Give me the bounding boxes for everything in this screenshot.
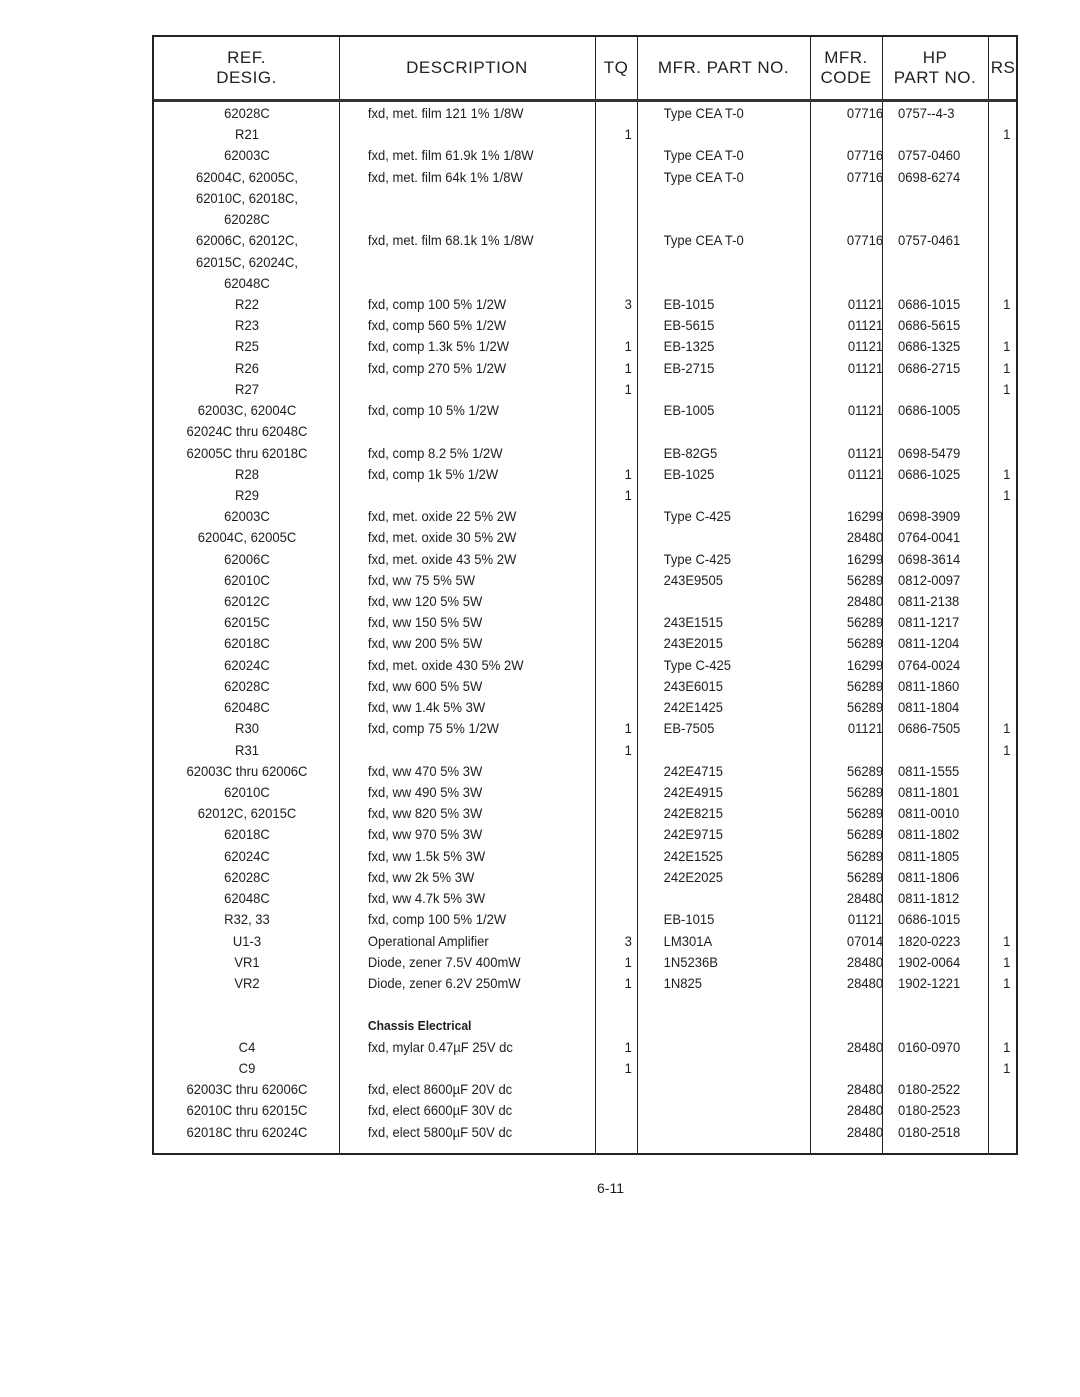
cell-ref-desig: R22: [235, 295, 259, 312]
cell-mfr-code: 28480: [846, 890, 884, 907]
cell-tq: 1: [624, 1059, 632, 1076]
table-row: [154, 803, 1016, 824]
table-row: [154, 1079, 1016, 1100]
cell-mfr-code: 56289: [846, 614, 884, 631]
cell-ref-desig: 62010C, 62018C,: [195, 189, 299, 206]
cell-ref-desig: 62018C thru 62024C: [186, 1123, 308, 1140]
cell-description: fxd, met. film 64k 1% 1/8W: [367, 168, 523, 185]
cell-hp-part-no: 0757--4-3: [898, 105, 955, 121]
cell-ref-desig: 62028C: [224, 211, 270, 228]
header-text: DESCRIPTION: [406, 58, 528, 77]
cell-ref-desig: 62004C, 62005C: [197, 529, 297, 546]
cell-mfr-code: 28480: [846, 1123, 884, 1140]
cell-ref-desig: 62003C thru 62006C: [186, 1081, 308, 1098]
cell-ref-desig: VR1: [234, 953, 260, 970]
cell-mfr-part-no: 1N5236B: [663, 953, 718, 970]
table-row: [154, 400, 1016, 421]
cell-mfr-code: 56289: [846, 826, 884, 843]
header-text: HP: [922, 48, 948, 67]
cell-mfr-code: 01121: [847, 720, 884, 737]
cell-ref-desig: 62010C: [224, 784, 270, 800]
table-row: [154, 909, 1016, 930]
table-row: [154, 1100, 1016, 1121]
table-row: [154, 549, 1016, 570]
cell-description: fxd, met. film 68.1k 1% 1/8W: [367, 232, 534, 249]
cell-ref-desig: 62005C thru 62018C: [186, 444, 308, 461]
cell-mfr-code: 07716: [846, 168, 884, 185]
header-text: RS: [990, 58, 1016, 77]
cell-hp-part-no: 0811-1217: [898, 614, 960, 631]
cell-hp-part-no: 0811-1804: [898, 699, 960, 716]
cell-hp-part-no: 0686-7505: [898, 720, 961, 737]
cell-mfr-part-no: 242E9715: [663, 826, 724, 843]
cell-mfr-part-no: Type C-425: [663, 508, 731, 525]
cell-ref-desig: 62015C: [224, 614, 270, 631]
cell-hp-part-no: 0686-5615: [898, 317, 961, 334]
cell-description: fxd, met. oxide 30 5% 2W: [367, 529, 517, 546]
cell-hp-part-no: 0757-0460: [898, 147, 961, 164]
cell-ref-desig: C4: [238, 1038, 256, 1055]
cell-tq: 1: [624, 720, 632, 737]
table-row: [154, 315, 1016, 336]
cell-hp-part-no: 0764-0041: [898, 529, 961, 546]
table-row: [154, 358, 1016, 379]
cell-description: fxd, comp 8.2 5% 1/2W: [367, 444, 503, 461]
cell-ref-desig: 62028C: [224, 677, 270, 694]
cell-tq: 1: [624, 974, 632, 991]
cell-ref-desig: 62048C: [224, 274, 270, 291]
cell-hp-part-no: 0160-0970: [898, 1038, 961, 1055]
cell-description: fxd, ww 4.7k 5% 3W: [367, 890, 486, 907]
cell-description: fxd, ww 2k 5% 3W: [367, 868, 475, 885]
cell-rs: 1: [1003, 974, 1011, 991]
cell-hp-part-no: 1902-0064: [898, 953, 961, 970]
cell-tq: 1: [624, 465, 632, 482]
cell-mfr-code: 56289: [846, 784, 884, 800]
cell-hp-part-no: 0811-1204: [898, 635, 960, 652]
cell-mfr-part-no: EB-2715: [663, 359, 715, 376]
table-row: [154, 167, 1016, 188]
cell-ref-desig: R29: [235, 486, 259, 503]
cell-mfr-code: 01121: [847, 402, 884, 419]
cell-hp-part-no: 0180-2518: [898, 1123, 961, 1140]
table-row: [154, 145, 1016, 166]
cell-ref-desig: 62024C thru 62048C: [186, 423, 308, 440]
table-row: [154, 1122, 1016, 1143]
cell-ref-desig: R23: [235, 317, 259, 334]
table-row: [154, 336, 1016, 357]
cell-hp-part-no: 0698-3614: [898, 550, 961, 567]
cell-description: fxd, comp 1.3k 5% 1/2W: [367, 338, 510, 355]
cell-description: fxd, comp 270 5% 1/2W: [367, 359, 507, 376]
cell-mfr-code: 01121: [847, 359, 884, 376]
cell-hp-part-no: 0180-2522: [898, 1081, 961, 1098]
cell-ref-desig: 62048C: [224, 699, 270, 716]
table-row: [154, 718, 1016, 739]
table-row: [154, 294, 1016, 315]
cell-mfr-code: 56289: [846, 571, 884, 588]
cell-tq: 3: [624, 932, 632, 949]
cell-description: fxd, ww 120 5% 5W: [367, 593, 483, 610]
section-heading: Chassis Electrical: [367, 1018, 472, 1034]
cell-mfr-part-no: 242E1525: [663, 847, 724, 864]
table-row: [154, 506, 1016, 527]
cell-ref-desig: U1-3: [232, 932, 262, 949]
cell-hp-part-no: 0811-2138: [898, 593, 960, 610]
cell-mfr-code: 01121: [847, 911, 884, 928]
cell-ref-desig: VR2: [234, 974, 260, 991]
cell-mfr-part-no: Type CEA T-0: [663, 232, 744, 249]
cell-ref-desig: 62024C: [224, 847, 270, 864]
table-row: [154, 527, 1016, 548]
cell-mfr-part-no: EB-82G5: [663, 444, 718, 461]
table-row: [154, 209, 1016, 230]
cell-hp-part-no: 0686-1015: [898, 295, 961, 312]
header-rs: [988, 37, 1018, 99]
cell-hp-part-no: 0686-1025: [898, 465, 961, 482]
table-row: [154, 443, 1016, 464]
cell-mfr-part-no: EB-7505: [663, 720, 715, 737]
cell-ref-desig: 62010C thru 62015C: [186, 1102, 308, 1119]
cell-description: fxd, comp 75 5% 1/2W: [367, 720, 499, 737]
cell-ref-desig: R28: [235, 465, 259, 482]
cell-description: fxd, met. film 121 1% 1/8W: [367, 105, 524, 121]
cell-mfr-code: 28480: [846, 974, 884, 991]
cell-mfr-code: 56289: [846, 762, 884, 779]
table-body: [154, 103, 1016, 1143]
cell-description: Operational Amplifier: [367, 932, 489, 949]
cell-mfr-code: 56289: [846, 677, 884, 694]
table-row: [154, 761, 1016, 782]
cell-ref-desig: R25: [235, 338, 259, 355]
cell-ref-desig: R21: [235, 126, 259, 143]
cell-description: fxd, comp 1k 5% 1/2W: [367, 465, 499, 482]
cell-mfr-code: 07014: [846, 932, 884, 949]
cell-description: fxd, ww 600 5% 5W: [367, 677, 483, 694]
cell-mfr-code: 28480: [846, 593, 884, 610]
cell-description: fxd, ww 1.4k 5% 3W: [367, 699, 486, 716]
cell-description: fxd, ww 1.5k 5% 3W: [367, 847, 486, 864]
cell-mfr-part-no: 243E6015: [663, 677, 724, 694]
cell-mfr-part-no: 1N825: [663, 974, 703, 991]
cell-description: fxd, ww 75 5% 5W: [367, 571, 475, 588]
cell-tq: 1: [624, 741, 632, 758]
cell-ref-desig: 62006C: [224, 550, 270, 567]
cell-mfr-code: 07716: [846, 147, 884, 164]
cell-description: fxd, met. film 61.9k 1% 1/8W: [367, 147, 534, 164]
table-row: [154, 655, 1016, 676]
cell-hp-part-no: 0811-1802: [898, 826, 960, 843]
cell-ref-desig: R27: [235, 380, 259, 397]
cell-mfr-part-no: Type CEA T-0: [663, 105, 744, 121]
cell-mfr-code: 01121: [847, 465, 884, 482]
table-row: [154, 570, 1016, 591]
cell-rs: 1: [1003, 953, 1011, 970]
cell-description: fxd, comp 10 5% 1/2W: [367, 402, 499, 419]
table-row: [154, 697, 1016, 718]
header-text: MFR. PART NO.: [657, 58, 790, 77]
cell-tq: 1: [624, 380, 632, 397]
cell-description: fxd, comp 100 5% 1/2W: [367, 911, 507, 928]
cell-mfr-part-no: EB-1015: [663, 295, 715, 312]
cell-ref-desig: 62024C: [224, 656, 270, 673]
cell-tq: 1: [624, 486, 632, 503]
cell-rs: 1: [1003, 359, 1011, 376]
cell-mfr-code: 28480: [846, 1038, 884, 1055]
cell-mfr-code: 01121: [847, 317, 884, 334]
cell-mfr-part-no: Type CEA T-0: [663, 147, 744, 164]
cell-description: fxd, ww 970 5% 3W: [367, 826, 483, 843]
cell-mfr-code: 07716: [846, 232, 884, 249]
table-row: [154, 633, 1016, 654]
cell-rs: 1: [1003, 741, 1011, 758]
header-text: DESIG.: [216, 68, 277, 87]
cell-description: Diode, zener 7.5V 400mW: [367, 953, 521, 970]
cell-description: fxd, met. oxide 430 5% 2W: [367, 656, 524, 673]
cell-mfr-part-no: Type C-425: [663, 656, 731, 673]
cell-description: fxd, ww 150 5% 5W: [367, 614, 483, 631]
table-row: [154, 846, 1016, 867]
cell-hp-part-no: 0698-3909: [898, 508, 961, 525]
table-row: [154, 591, 1016, 612]
cell-mfr-part-no: 242E8215: [663, 805, 724, 822]
table-row: [154, 931, 1016, 952]
table-row: [154, 1015, 1016, 1036]
table-row: [154, 124, 1016, 145]
table-row: [154, 888, 1016, 909]
cell-ref-desig: 62018C: [224, 635, 270, 652]
table-row: [154, 676, 1016, 697]
cell-mfr-part-no: 242E2025: [663, 868, 724, 885]
cell-hp-part-no: 0811-1801: [898, 784, 960, 800]
table-row: [154, 273, 1016, 294]
cell-mfr-part-no: Type CEA T-0: [663, 168, 744, 185]
cell-hp-part-no: 0698-6274: [898, 168, 961, 185]
table-row: [154, 103, 1016, 124]
cell-ref-desig: 62010C: [224, 571, 270, 588]
cell-description: fxd, ww 820 5% 3W: [367, 805, 483, 822]
cell-description: fxd, met. oxide 43 5% 2W: [367, 550, 517, 567]
header-text: REF.: [227, 48, 266, 67]
header-tq: [595, 37, 637, 99]
cell-ref-desig: 62012C: [224, 593, 270, 610]
cell-mfr-code: 28480: [846, 529, 884, 546]
cell-ref-desig: 62028C: [224, 868, 270, 885]
cell-rs: 1: [1003, 932, 1011, 949]
cell-hp-part-no: 0811-1555: [898, 762, 960, 779]
table-row: [154, 421, 1016, 442]
header-description: [339, 37, 595, 99]
page-number: 6-11: [597, 1180, 624, 1196]
cell-description: Diode, zener 6.2V 250mW: [367, 974, 521, 991]
cell-hp-part-no: 0698-5479: [898, 444, 961, 461]
header-mfr-code: [810, 37, 882, 99]
cell-ref-desig: 62003C: [224, 147, 270, 164]
cell-hp-part-no: 0686-1015: [898, 911, 961, 928]
table-row: [154, 782, 1016, 803]
cell-ref-desig: 62018C: [224, 826, 270, 843]
table-row: [154, 740, 1016, 761]
cell-hp-part-no: 0811-1806: [898, 868, 960, 885]
cell-hp-part-no: 0764-0024: [898, 656, 961, 673]
cell-ref-desig: 62003C thru 62006C: [186, 762, 308, 779]
cell-hp-part-no: 0811-0010: [898, 805, 960, 822]
cell-mfr-code: 16299: [846, 550, 884, 567]
cell-mfr-part-no: 242E4915: [663, 784, 724, 800]
cell-mfr-code: 16299: [846, 508, 884, 525]
table-row: [154, 464, 1016, 485]
header-hp-part: [882, 37, 988, 99]
cell-rs: 1: [1003, 465, 1011, 482]
cell-mfr-code: 56289: [846, 699, 884, 716]
cell-hp-part-no: 0686-2715: [898, 359, 961, 376]
cell-description: fxd, mylar 0.47µF 25V dc: [367, 1038, 513, 1055]
cell-ref-desig: 62006C, 62012C,: [195, 232, 299, 249]
cell-mfr-code: 01121: [847, 338, 884, 355]
cell-mfr-code: 07716: [846, 105, 884, 121]
cell-hp-part-no: 1902-1221: [898, 974, 961, 991]
cell-rs: 1: [1003, 126, 1011, 143]
cell-tq: 3: [624, 295, 632, 312]
table-row: [154, 230, 1016, 251]
header-mfr-part: [637, 37, 810, 99]
cell-mfr-part-no: 242E4715: [663, 762, 724, 779]
cell-mfr-part-no: LM301A: [663, 932, 713, 949]
cell-description: fxd, comp 100 5% 1/2W: [367, 295, 507, 312]
cell-mfr-part-no: 243E2015: [663, 635, 724, 652]
table-row: [154, 485, 1016, 506]
cell-hp-part-no: 0811-1812: [898, 890, 960, 907]
cell-hp-part-no: 0811-1805: [898, 847, 960, 864]
table-row: [154, 867, 1016, 888]
table-row: [154, 1058, 1016, 1079]
cell-description: fxd, ww 470 5% 3W: [367, 762, 483, 779]
cell-hp-part-no: 1820-0223: [898, 932, 961, 949]
cell-hp-part-no: 0811-1860: [898, 677, 960, 694]
cell-hp-part-no: 0686-1325: [898, 338, 961, 355]
cell-tq: 1: [624, 1038, 632, 1055]
cell-ref-desig: 62012C, 62015C: [197, 805, 297, 822]
table-row: [154, 379, 1016, 400]
cell-mfr-part-no: EB-5615: [663, 317, 715, 334]
cell-rs: 1: [1003, 1038, 1011, 1055]
cell-mfr-code: 28480: [846, 1102, 884, 1119]
table-row: [154, 952, 1016, 973]
cell-hp-part-no: 0757-0461: [898, 232, 961, 249]
cell-mfr-part-no: Type C-425: [663, 550, 731, 567]
table-row: [154, 824, 1016, 845]
table-row: [154, 612, 1016, 633]
cell-mfr-part-no: EB-1015: [663, 911, 715, 928]
cell-rs: 1: [1003, 380, 1011, 397]
cell-description: fxd, elect 8600µF 20V dc: [367, 1081, 513, 1098]
cell-mfr-code: 56289: [846, 635, 884, 652]
cell-mfr-part-no: 243E9505: [663, 571, 724, 588]
cell-mfr-code: 28480: [846, 1081, 884, 1098]
cell-tq: 1: [624, 338, 632, 355]
cell-ref-desig: R30: [235, 720, 259, 737]
table-row: [154, 973, 1016, 994]
header-text: PART NO.: [893, 68, 977, 87]
cell-ref-desig: 62004C, 62005C,: [195, 168, 299, 185]
cell-ref-desig: 62003C: [224, 508, 270, 525]
cell-mfr-part-no: EB-1025: [663, 465, 715, 482]
cell-ref-desig: 62048C: [224, 890, 270, 907]
cell-tq: 1: [624, 126, 632, 143]
cell-rs: 1: [1003, 1059, 1011, 1076]
cell-ref-desig: R31: [235, 741, 259, 758]
parts-list-table: [152, 35, 1018, 1155]
cell-ref-desig: R26: [235, 359, 259, 376]
cell-mfr-code: 56289: [846, 868, 884, 885]
cell-tq: 1: [624, 953, 632, 970]
cell-description: fxd, ww 490 5% 3W: [367, 784, 483, 800]
cell-description: fxd, elect 5800µF 50V dc: [367, 1123, 513, 1140]
cell-mfr-code: 01121: [847, 444, 884, 461]
table-row: [154, 252, 1016, 273]
cell-hp-part-no: 0686-1005: [898, 402, 961, 419]
cell-rs: 1: [1003, 295, 1011, 312]
header-text: TQ: [603, 58, 629, 77]
cell-ref-desig: 62003C, 62004C: [197, 402, 297, 419]
cell-description: fxd, ww 200 5% 5W: [367, 635, 483, 652]
cell-hp-part-no: 0180-2523: [898, 1102, 961, 1119]
cell-rs: 1: [1003, 720, 1011, 737]
cell-mfr-code: 56289: [846, 805, 884, 822]
cell-mfr-code: 56289: [846, 847, 884, 864]
cell-ref-desig: 62015C, 62024C,: [195, 253, 299, 270]
cell-mfr-part-no: 243E1515: [663, 614, 724, 631]
header-divider: [154, 99, 1016, 102]
header-text: CODE: [820, 68, 872, 87]
table-row: [154, 994, 1016, 1015]
cell-hp-part-no: 0812-0097: [898, 571, 961, 588]
cell-rs: 1: [1003, 338, 1011, 355]
table-row: [154, 188, 1016, 209]
cell-ref-desig: 62028C: [224, 105, 270, 121]
cell-description: fxd, met. oxide 22 5% 2W: [367, 508, 517, 525]
header-ref-desig: [154, 37, 339, 99]
cell-mfr-part-no: EB-1325: [663, 338, 715, 355]
cell-ref-desig: R32, 33: [224, 911, 270, 928]
cell-tq: 1: [624, 359, 632, 376]
cell-mfr-part-no: 242E1425: [663, 699, 724, 716]
cell-mfr-code: 01121: [847, 295, 884, 312]
table-row: [154, 1037, 1016, 1058]
cell-mfr-code: 28480: [846, 953, 884, 970]
cell-mfr-part-no: EB-1005: [663, 402, 715, 419]
header-text: MFR.: [824, 48, 868, 67]
cell-description: fxd, elect 6600µF 30V dc: [367, 1102, 513, 1119]
cell-rs: 1: [1003, 486, 1011, 503]
cell-description: fxd, comp 560 5% 1/2W: [367, 317, 507, 334]
cell-mfr-code: 16299: [846, 656, 884, 673]
cell-ref-desig: C9: [238, 1059, 256, 1076]
